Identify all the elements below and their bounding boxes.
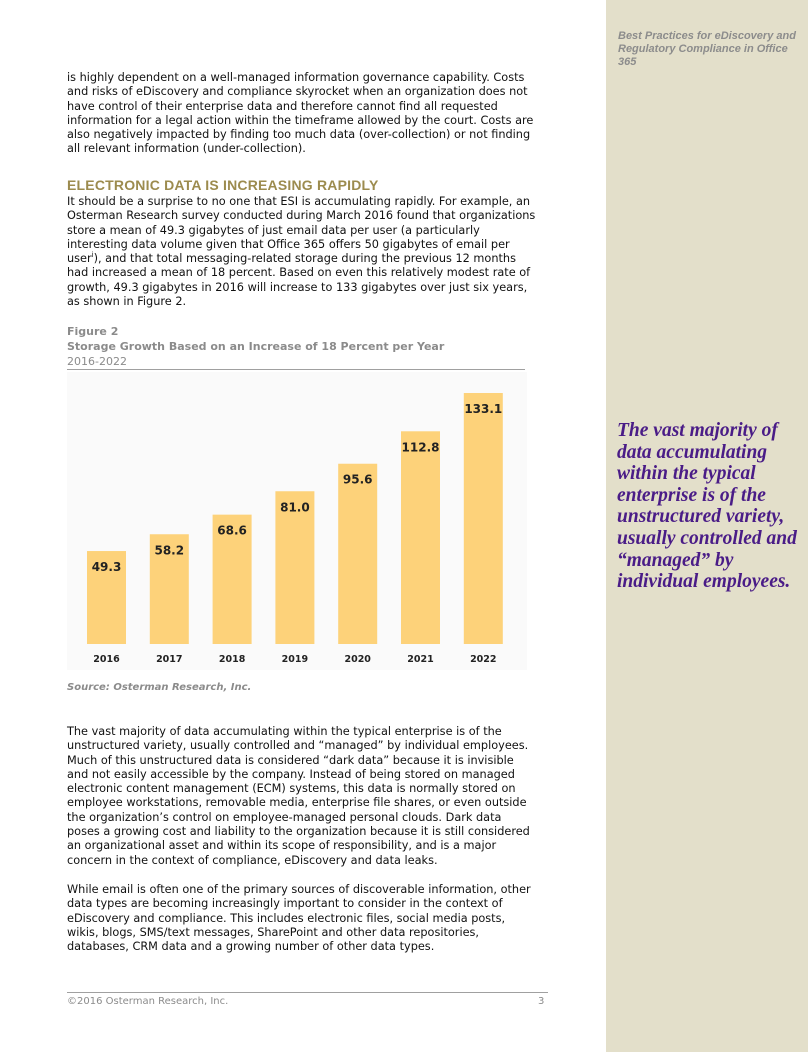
body-paragraph-3: The vast majority of data accumulating within the typical enterprise is of the unstructured variety, usually controlled and “managed” by individual employees. Much of this unstructured data is considered “dark data” because it is invisible and not easily accessible by the company. Instead of being stored on managed electronic content management (ECM) systems, this data is normally stored on employee workstations, removable media, enterprise file shares, or even outside the organization’s control on employee-managed personal clouds. Dark data poses a growing cost and liability to the organization because it is still considered an organizational asset and within its scope of responsibility, and is a major concern in the context of compliance, eDiscovery and data leaks. [67,725,530,867]
page-number: 3 [538,996,545,1007]
value-label-2017: 58.2 [154,543,185,558]
bar-2021 [401,431,440,644]
footnote-marker: i [91,251,94,260]
tick-label-2022: 2022 [470,654,497,665]
tick-label-2019: 2019 [281,654,309,665]
value-label-2020: 95.6 [342,472,373,487]
tick-label-2021: 2021 [407,654,434,665]
footer-rule [67,992,548,993]
figure-label: Figure 2 [67,325,119,338]
body-paragraph-1: is highly dependent on a well-managed information governance capability. Costs and risks of eDiscovery and compliance skyrocket when an organization does not have control of their enterprise data and therefore cannot find all requested information for a legal action within the timeframe allowed by the court. Costs are also negatively impacted by finding too much data (over-collection) or not finding all relevant information (under-collection). [67,71,534,156]
tick-label-2017: 2017 [156,654,183,665]
body-paragraph-4: While email is often one of the primary sources of discoverable information, other data types are becoming increasingly important to consider in the context of eDiscovery and compliance. This includes electronic files, social media posts, wikis, blogs, SMS/text messages, SharePoint and other data repositories, databases, CRM data and a growing number of other data types. [67,883,531,954]
tick-label-2018: 2018 [218,654,246,665]
bar-2022 [464,393,503,644]
pull-quote: The vast majority of data accumulating within the typical enterprise is of the unstructured variety, usually controlled and “managed” by individual employees. [617,420,797,593]
footer-copyright: ©2016 Osterman Research, Inc. [67,996,229,1007]
figure-title: Storage Growth Based on an Increase of 18 Percent per Year [67,340,445,353]
tick-label-2020: 2020 [344,654,371,665]
bar-2020 [338,464,377,644]
paragraph-2-text-a: It should be a surprise to no one that ESI is accumulating rapidly. For example, an Osterman Research survey conducted during March 2016 found that organizations store a mean of 49.3 gigabytes of just email data per user (a particularly interesting data volume given that Office 365 offers 50 gigabytes of email per user [67,195,536,266]
figure-rule [67,369,525,370]
running-header: Best Practices for eDiscovery and Regulatory Compliance in Office 365 [618,30,796,68]
value-label-2016: 49.3 [91,560,122,575]
value-label-2018: 68.6 [217,523,247,538]
tick-label-2016: 2016 [93,654,120,665]
paragraph-2-text-b: ), and that total messaging-related storage during the previous 12 months had increased a mean of 18 percent. Based on even this relatively modest rate of growth, 49.3 gigabytes in 2016 will increase to 133 gigabytes over just six years, as shown in Figure 2. [67,252,531,309]
storage-growth-chart [67,372,527,670]
figure-subtitle: 2016-2022 [67,355,127,368]
section-heading: ELECTRONIC DATA IS INCREASING RAPIDLY [67,177,379,193]
body-paragraph-2 [67,195,537,309]
figure-source: Source: Osterman Research, Inc. [67,682,252,693]
value-label-2021: 112.8 [401,440,440,455]
value-label-2019: 81.0 [280,500,310,515]
value-label-2022: 133.1 [464,402,503,417]
